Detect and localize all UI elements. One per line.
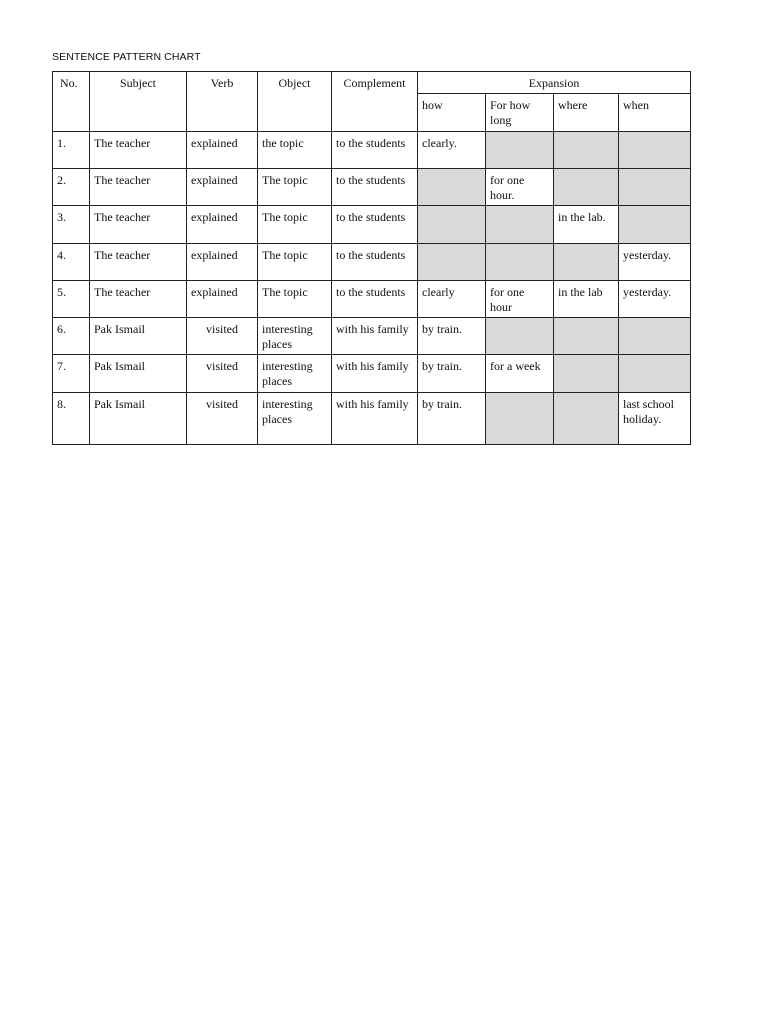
cell-complement: to the students [332,132,418,169]
cell-how: by train. [418,318,486,355]
cell-subject: The teacher [90,132,187,169]
table-row [53,318,691,355]
cell-no: 2. [53,169,90,206]
header-subject: Subject [90,72,187,132]
cell-subject: The teacher [90,281,187,318]
cell-for-how-long: for a week [486,355,554,393]
header-when: when [619,94,691,132]
cell-no: 3. [53,206,90,244]
cell-for-how-long: for one hour. [486,169,554,206]
header-for-how-long: For how long [486,94,554,132]
table-row [53,281,691,318]
cell-subject: Pak Ismail [90,318,187,355]
cell-how: by train. [418,355,486,393]
cell-for-how-long [486,244,554,281]
cell-how: clearly [418,281,486,318]
header-verb: Verb [187,72,258,132]
cell-no: 8. [53,393,90,445]
cell-where [554,169,619,206]
cell-object: interesting places [258,355,332,393]
cell-verb: explained [187,281,258,318]
cell-when: yesterday. [619,281,691,318]
table-row [53,132,691,169]
table-row [53,244,691,281]
cell-complement: to the students [332,244,418,281]
cell-verb: explained [187,169,258,206]
cell-subject: The teacher [90,169,187,206]
cell-where [554,355,619,393]
table-row [53,393,691,445]
cell-subject: Pak Ismail [90,393,187,445]
cell-for-how-long [486,318,554,355]
cell-no: 7. [53,355,90,393]
cell-object: interesting places [258,318,332,355]
cell-no: 4. [53,244,90,281]
header-where: where [554,94,619,132]
cell-for-how-long [486,206,554,244]
header-how: how [418,94,486,132]
cell-verb: visited [187,393,258,445]
cell-object: The topic [258,244,332,281]
table-row [53,355,691,393]
header-expansion: Expansion [418,72,691,94]
cell-where [554,393,619,445]
table-row [53,206,691,244]
cell-object: The topic [258,281,332,318]
header-no: No. [53,72,90,132]
sentence-pattern-table [52,71,691,445]
cell-subject: The teacher [90,244,187,281]
cell-complement: to the students [332,206,418,244]
cell-where [554,318,619,355]
cell-object: the topic [258,132,332,169]
cell-for-how-long: for one hour [486,281,554,318]
cell-when: yesterday. [619,244,691,281]
cell-where: in the lab. [554,206,619,244]
cell-for-how-long [486,132,554,169]
cell-when [619,169,691,206]
cell-when [619,206,691,244]
cell-complement: with his family [332,318,418,355]
cell-how: clearly. [418,132,486,169]
cell-when [619,355,691,393]
cell-subject: The teacher [90,206,187,244]
cell-verb: explained [187,132,258,169]
document-title: SENTENCE PATTERN CHART [52,51,201,63]
cell-where [554,244,619,281]
header-object: Object [258,72,332,132]
cell-how [418,169,486,206]
cell-complement: with his family [332,393,418,445]
cell-how [418,244,486,281]
header-complement: Complement [332,72,418,132]
cell-verb: visited [187,355,258,393]
cell-complement: to the students [332,281,418,318]
cell-no: 5. [53,281,90,318]
cell-verb: visited [187,318,258,355]
cell-no: 6. [53,318,90,355]
cell-verb: explained [187,206,258,244]
cell-complement: with his family [332,355,418,393]
cell-complement: to the students [332,169,418,206]
cell-object: The topic [258,206,332,244]
cell-when [619,132,691,169]
cell-how: by train. [418,393,486,445]
cell-where [554,132,619,169]
cell-object: interesting places [258,393,332,445]
cell-no: 1. [53,132,90,169]
cell-object: The topic [258,169,332,206]
cell-how [418,206,486,244]
cell-for-how-long [486,393,554,445]
cell-verb: explained [187,244,258,281]
cell-when [619,318,691,355]
table-row [53,169,691,206]
cell-where: in the lab [554,281,619,318]
cell-when: last school holiday. [619,393,691,445]
cell-subject: Pak Ismail [90,355,187,393]
